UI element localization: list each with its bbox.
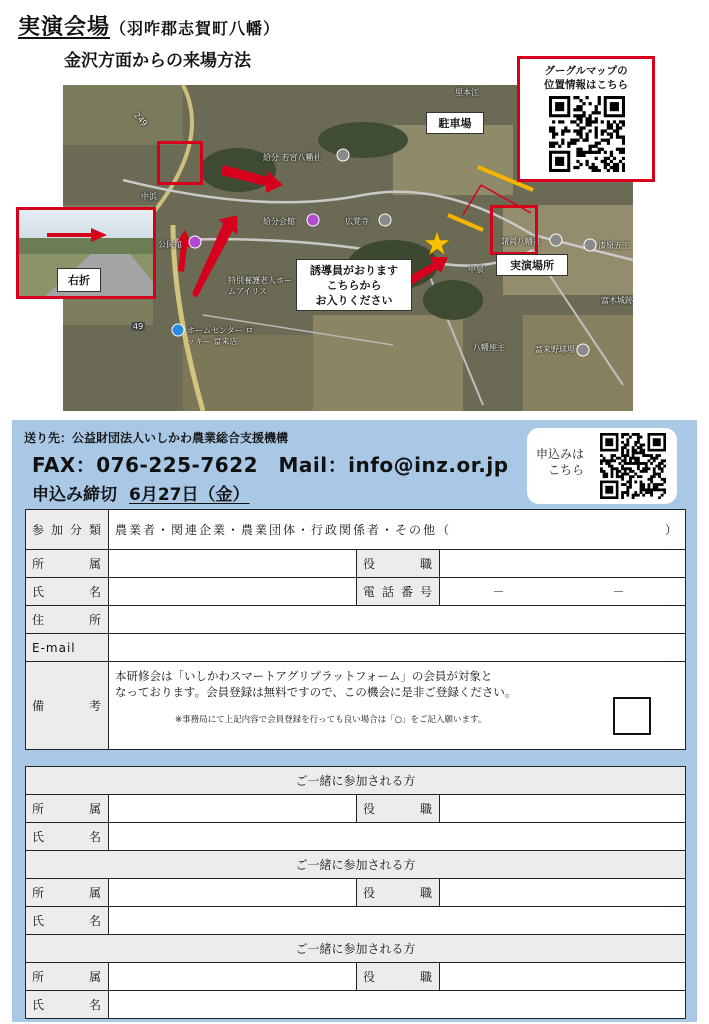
companion-affiliation-label: 所 属 [26,963,109,991]
google-map-qr-caption: グーグルマップの 位置情報はこちら [544,65,628,91]
email-label: E-mail [26,634,109,662]
street-photo [16,207,156,299]
companion-position-field[interactable] [440,795,686,823]
category-label: 参加分類 [26,510,109,550]
companion-table [25,766,686,1019]
map-label: 富木城跡 [601,296,633,305]
affiliation-label: 所 属 [26,550,109,578]
page-subtitle: 金沢方面からの来場方法 [64,51,251,71]
map-label: 漆原五工 [598,241,630,250]
remarks-cell: 本研修会は「いしかわスマートアグリプラットフォーム」の会員が対象と なっております。会員登録は無料ですので、この機会に是非ご登録ください。 ※事務局にて上記内容で会員登録を行っても良い場合は「○」をご記入願います。 [109,662,686,750]
companion-name-label: 氏 名 [26,991,109,1019]
position-label: 役 職 [357,550,440,578]
map-label: ホームセンター ロッキー 富来店 [187,326,254,346]
remarks-label: 備 考 [26,662,109,750]
member-registration-checkbox[interactable] [613,697,651,735]
category-field[interactable]: 農業者・関連企業・農業団体・行政関係者・その他（ ） [109,510,686,550]
companion-position-field[interactable] [440,879,686,907]
companion-name-field[interactable] [109,823,686,851]
companion-name-label: 氏 名 [26,823,109,851]
route-249-label: 249 [132,110,150,129]
map-label: 中泉 [468,265,484,274]
companion-affiliation-field[interactable] [109,795,357,823]
deadline: 申込み締切 6月27日（金） [32,485,250,505]
parking-label: 駐車場 [426,112,484,134]
companion-affiliation-label: 所 属 [26,795,109,823]
qr-pattern [549,96,625,172]
venue-label: 実演場所 [496,254,568,276]
map-label: 里本江 [455,88,479,97]
companion-header: ご一緒に参加される方 [26,767,686,795]
page-title: 実演会場（羽咋郡志賀町八幡） [18,15,281,40]
apply-qr-code[interactable] [600,433,666,499]
contact-line: FAX：076-225-7622 Mail：info@inz.or.jp [32,453,509,477]
companion-position-field[interactable] [440,963,686,991]
google-map-qr-code[interactable] [549,96,625,172]
companion-affiliation-label: 所 属 [26,879,109,907]
companion-position-label: 役 職 [357,963,440,991]
map-label: 特別養護老人ホームアイリス [228,276,292,296]
map-label: 広覚寺 [345,217,369,226]
right-arrow-icon [47,228,107,242]
address-field[interactable] [109,606,686,634]
companion-position-label: 役 職 [357,879,440,907]
apply-qr-caption: 申込みは こちら [536,447,585,477]
companion-position-label: 役 職 [357,795,440,823]
companion-affiliation-field[interactable] [109,879,357,907]
turn-point-box [157,141,203,185]
companion-name-field[interactable] [109,991,686,1019]
right-turn-label: 右折 [57,268,101,292]
companion-header: ご一緒に参加される方 [26,935,686,963]
address-label: 住 所 [26,606,109,634]
phone-label: 電話番号 [357,578,440,606]
guide-callout: 誘導員がおります こちらから お入りください [296,259,412,311]
map-label: 給分会館 [263,217,295,226]
map-label: 給分 若宮八幡社 [263,153,322,162]
route-49-label: 49 [133,322,144,331]
qr-pattern [600,433,666,499]
venue-box [490,205,538,255]
name-label: 氏 名 [26,578,109,606]
map-label: 富来野球場 [535,345,575,354]
send-to: 送り先：公益財団法人いしかわ農業総合支援機構 [24,431,289,445]
companion-header: ご一緒に参加される方 [26,851,686,879]
email-field[interactable] [109,634,686,662]
map-label: 諸岡八幡社 [501,237,541,246]
application-table [25,509,686,750]
companion-name-field[interactable] [109,907,686,935]
map-label: 公民館 [158,240,182,249]
companion-affiliation-field[interactable] [109,963,357,991]
position-field[interactable] [440,550,686,578]
companion-name-label: 氏 名 [26,907,109,935]
map-label: 八幡座主 [473,343,505,352]
deadline-date: 6月27日（金） [129,485,250,505]
phone-field[interactable]: － － [440,578,686,606]
affiliation-field[interactable] [109,550,357,578]
name-field[interactable] [109,578,357,606]
map-label: 中浜 [141,192,157,201]
